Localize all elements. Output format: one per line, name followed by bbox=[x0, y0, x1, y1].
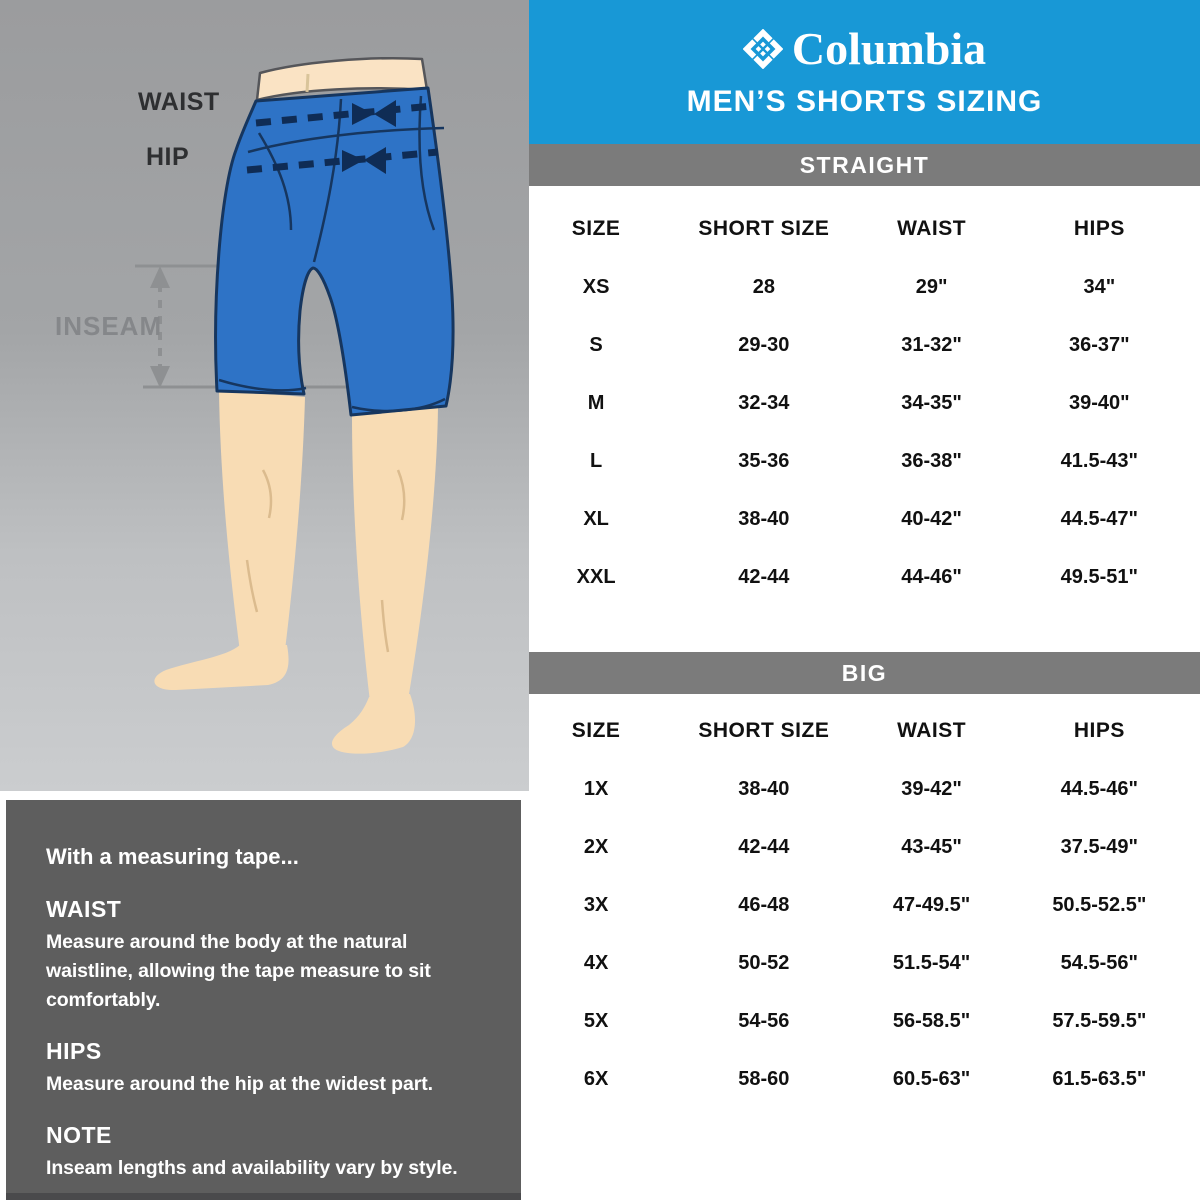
table-cell: 4X bbox=[583, 951, 609, 974]
instruction-text: Inseam lengths and availability vary by style. bbox=[46, 1157, 458, 1179]
table-cell: 41.5-43" bbox=[1060, 449, 1138, 472]
table-cell: 42-44 bbox=[738, 835, 790, 858]
table-cell: 2X bbox=[583, 835, 609, 858]
page-title: MEN’S SHORTS SIZING bbox=[686, 85, 1043, 118]
table-cell: 31-32" bbox=[901, 333, 962, 356]
table-cell: 34-35" bbox=[901, 391, 962, 414]
section-bar-straight: STRAIGHT bbox=[529, 144, 1200, 186]
table-cell: 29-30 bbox=[738, 333, 790, 356]
table-cell: 44.5-47" bbox=[1060, 507, 1138, 530]
instruction-heading: WAIST bbox=[46, 896, 122, 922]
table-cell: 1X bbox=[583, 777, 609, 800]
table-cell: 32-34 bbox=[738, 391, 790, 414]
instruction-text: Measure around the body at the natural waistline, allowing the tape measure to sit comfortably. bbox=[46, 931, 431, 1011]
shorts-figure-illustration bbox=[0, 0, 529, 791]
table-cell: L bbox=[589, 449, 603, 472]
inseam-arrow-up-icon bbox=[150, 266, 170, 288]
table-cell: 42-44 bbox=[738, 565, 790, 588]
column-header: SHORT SIZE bbox=[698, 719, 830, 742]
measuring-instructions-box bbox=[6, 800, 521, 1200]
table-cell: 50-52 bbox=[738, 951, 790, 974]
column-header: SIZE bbox=[571, 217, 621, 240]
inseam-figure-label: INSEAM bbox=[55, 311, 163, 341]
table-cell: 54.5-56" bbox=[1060, 951, 1138, 974]
table-cell: 40-42" bbox=[901, 507, 962, 530]
column-header: HIPS bbox=[1073, 217, 1125, 240]
table-cell: XS bbox=[582, 275, 610, 298]
big-size-table bbox=[529, 702, 1200, 1108]
table-cell: 38-40 bbox=[738, 507, 790, 530]
table-cell: 5X bbox=[583, 1009, 609, 1032]
instruction-heading: NOTE bbox=[46, 1122, 112, 1148]
column-header: SIZE bbox=[571, 719, 621, 742]
table-cell: 36-38" bbox=[901, 449, 962, 472]
inseam-arrow-down-icon bbox=[150, 366, 170, 388]
navel-mark bbox=[307, 74, 308, 92]
table-cell: 43-45" bbox=[901, 835, 962, 858]
table-cell: 3X bbox=[583, 893, 609, 916]
legs bbox=[154, 390, 438, 754]
instruction-waist bbox=[46, 896, 495, 1015]
table-cell: 39-42" bbox=[901, 777, 962, 800]
brand-header bbox=[529, 0, 1200, 144]
table-cell: 28 bbox=[752, 275, 775, 298]
table-cell: 58-60 bbox=[738, 1067, 790, 1090]
table-cell: S bbox=[589, 333, 603, 356]
brand-wordmark: Columbia bbox=[791, 23, 987, 74]
column-header: HIPS bbox=[1073, 719, 1125, 742]
table-cell: 44-46" bbox=[901, 565, 962, 588]
table-cell: 6X bbox=[583, 1067, 609, 1090]
table-cell: 39-40" bbox=[1069, 391, 1130, 414]
table-cell: 47-49.5" bbox=[892, 893, 971, 916]
table-cell: 34" bbox=[1083, 275, 1116, 298]
table-cell: 61.5-63.5" bbox=[1052, 1067, 1147, 1090]
column-header: SHORT SIZE bbox=[698, 217, 830, 240]
instruction-note bbox=[46, 1122, 495, 1183]
table-cell: 57.5-59.5" bbox=[1052, 1009, 1147, 1032]
waist-figure-label: WAIST bbox=[138, 88, 220, 116]
column-header: WAIST bbox=[897, 217, 967, 240]
measurement-guide-panel bbox=[0, 0, 529, 1200]
table-cell: 44.5-46" bbox=[1060, 777, 1138, 800]
column-header: WAIST bbox=[897, 719, 967, 742]
section-bar-big: BIG bbox=[529, 652, 1200, 694]
brand-logo bbox=[529, 23, 1200, 74]
table-cell: 37.5-49" bbox=[1060, 835, 1138, 858]
instruction-text: Measure around the hip at the widest part. bbox=[46, 1073, 433, 1095]
table-cell: 35-36 bbox=[738, 449, 790, 472]
instruction-hips bbox=[46, 1038, 495, 1099]
table-cell: 51.5-54" bbox=[892, 951, 971, 974]
straight-size-table bbox=[529, 200, 1200, 606]
table-cell: 29" bbox=[915, 275, 948, 298]
hip-figure-label: HIP bbox=[146, 143, 190, 171]
instructions-intro: With a measuring tape... bbox=[46, 844, 299, 869]
figure-illustration-area bbox=[0, 0, 529, 791]
columbia-diamond-icon bbox=[743, 29, 783, 69]
sizing-chart-panel bbox=[529, 0, 1200, 1200]
table-cell: M bbox=[587, 391, 605, 414]
table-cell: 56-58.5" bbox=[892, 1009, 971, 1032]
table-cell: XXL bbox=[576, 565, 616, 588]
table-cell: 36-37" bbox=[1069, 333, 1130, 356]
table-cell: 54-56 bbox=[738, 1009, 790, 1032]
table-cell: 49.5-51" bbox=[1060, 565, 1138, 588]
table-cell: 38-40 bbox=[738, 777, 790, 800]
shorts bbox=[216, 88, 453, 415]
instruction-heading: HIPS bbox=[46, 1038, 102, 1064]
table-cell: 46-48 bbox=[738, 893, 790, 916]
table-cell: 60.5-63" bbox=[892, 1067, 971, 1090]
table-cell: 50.5-52.5" bbox=[1052, 893, 1147, 916]
table-cell: XL bbox=[583, 507, 609, 530]
